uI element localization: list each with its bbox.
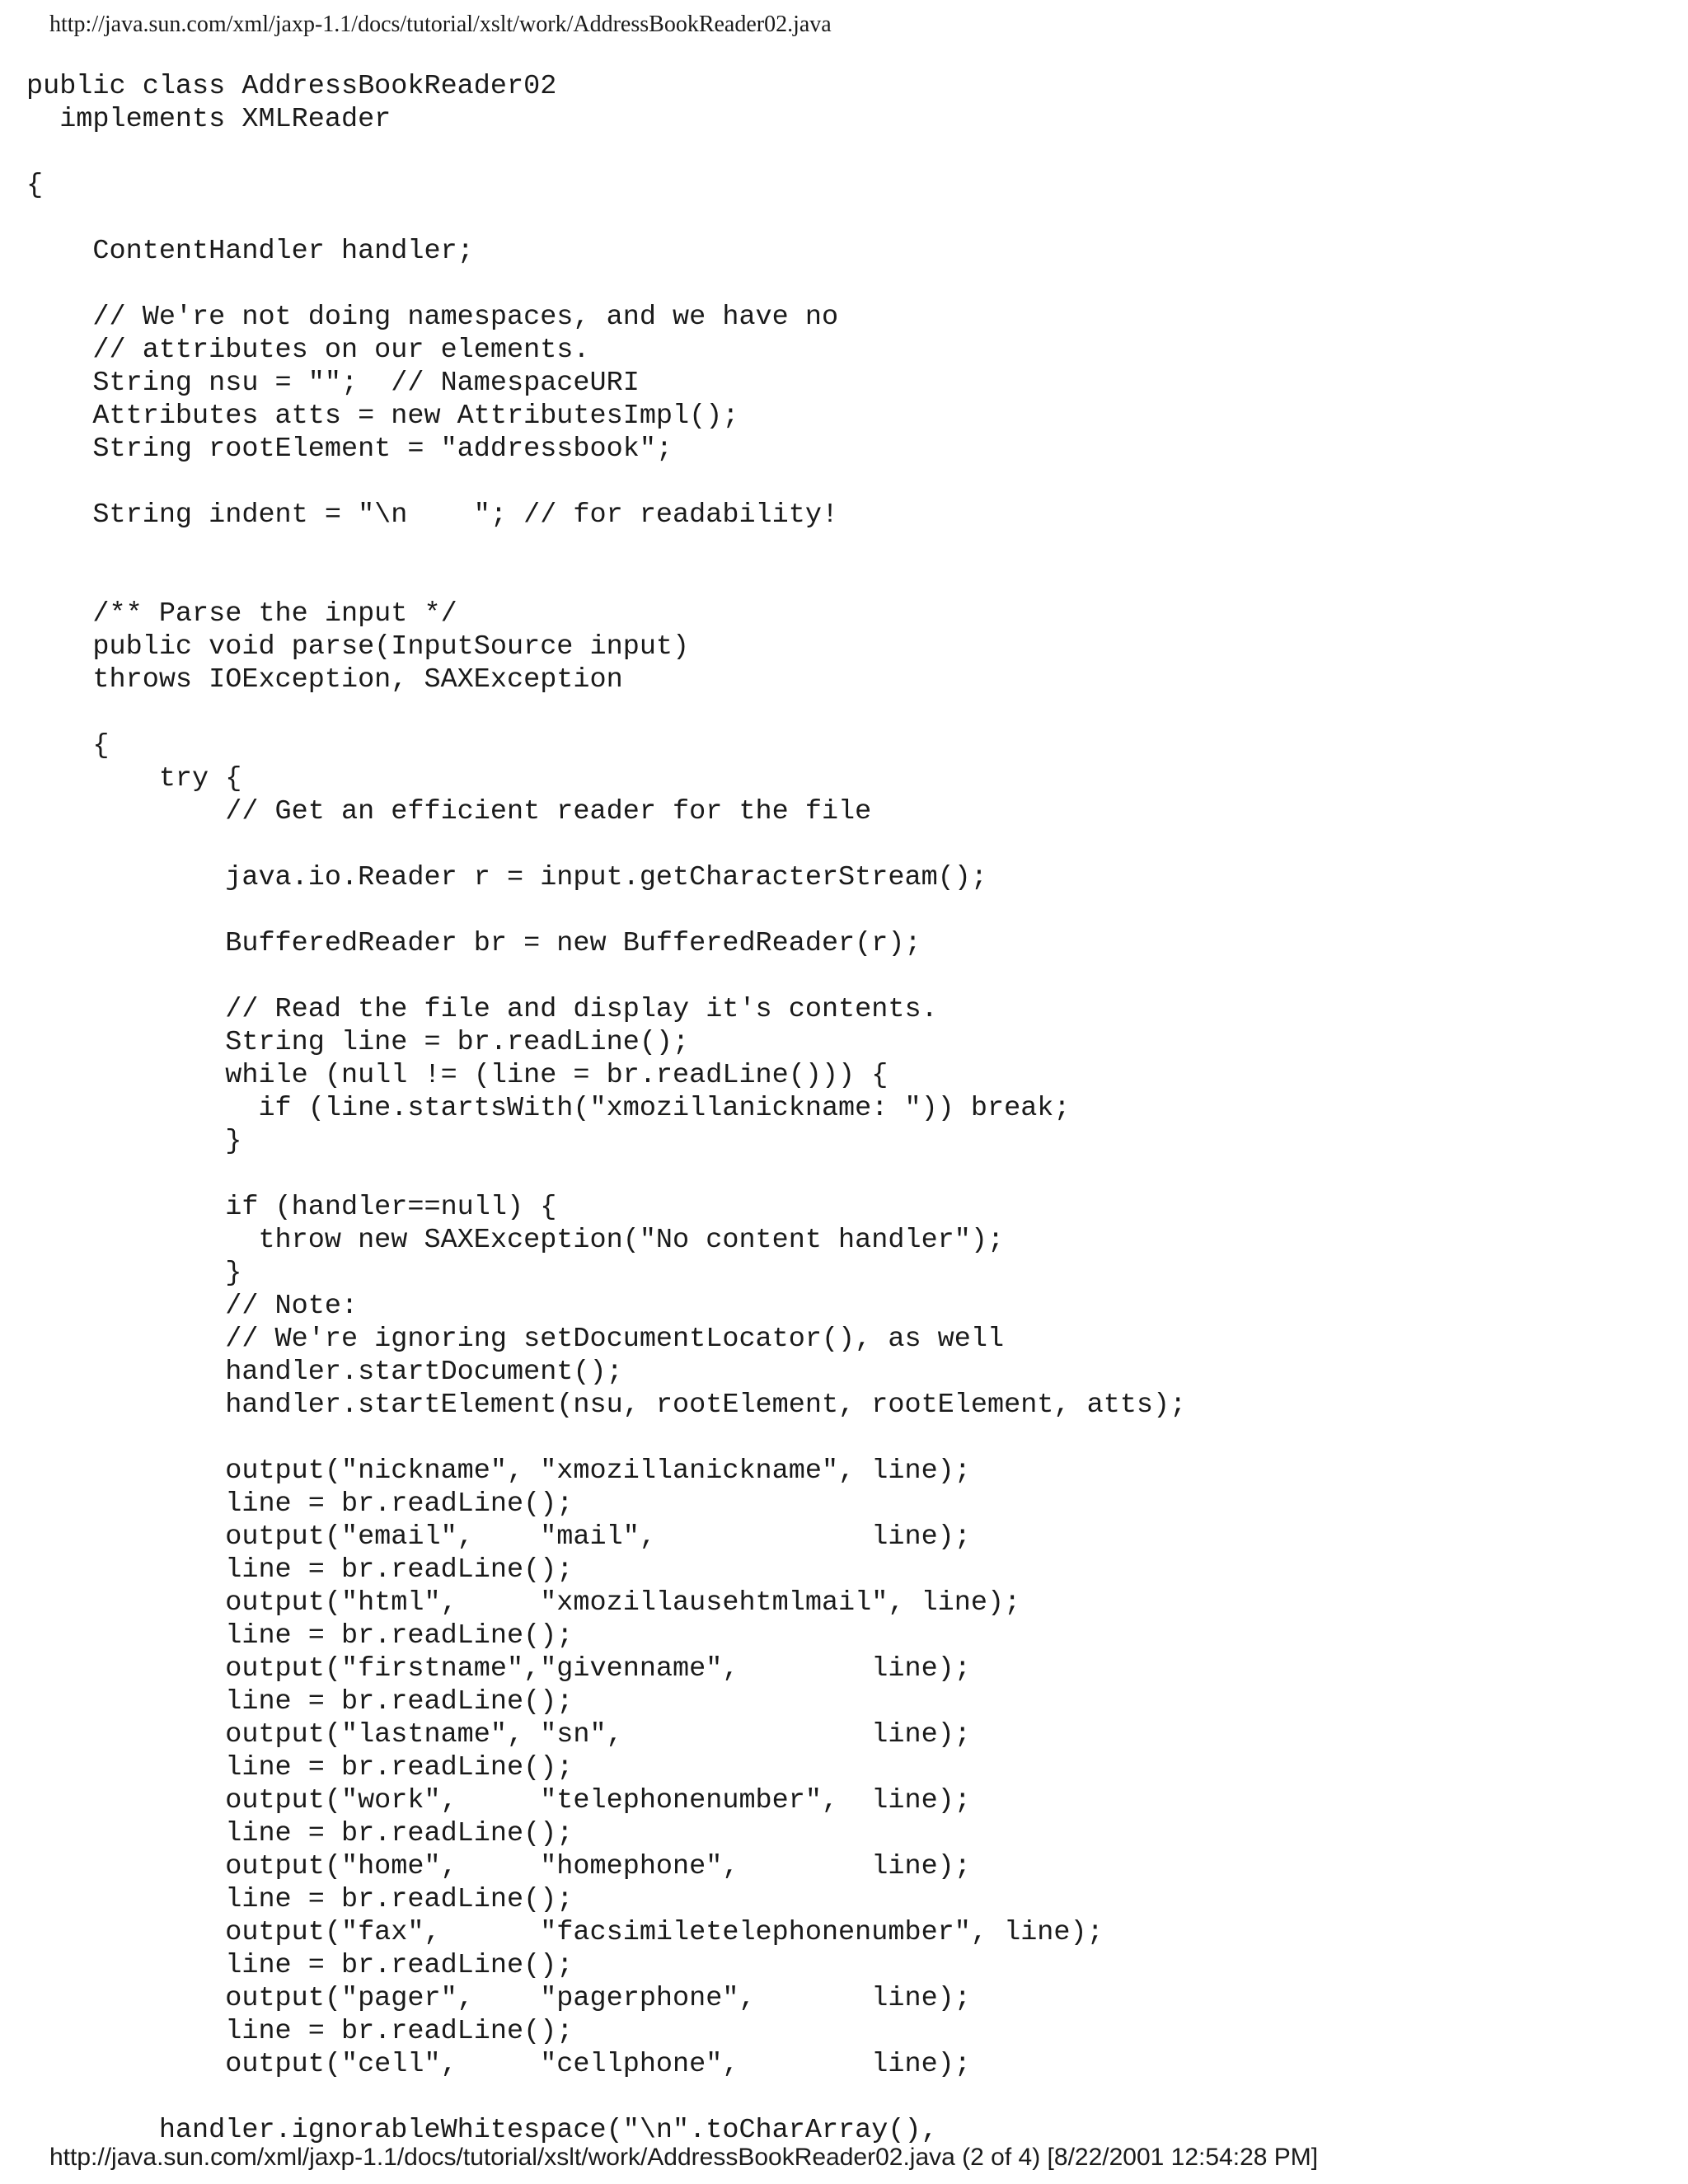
code-line: while (null != (line = br.readLine())) {: [26, 1060, 889, 1091]
code-line: java.io.Reader r = input.getCharacterStream();: [26, 862, 987, 893]
code-line: [26, 2081, 1186, 2114]
code-line: throw new SAXException("No content handler");: [26, 1225, 1005, 1256]
code-line: // We're not doing namespaces, and we have no: [26, 302, 839, 333]
code-line: line = br.readLine();: [26, 1620, 574, 1652]
code-line: [26, 1422, 1186, 1455]
code-line: [26, 828, 1186, 861]
code-line: }: [26, 1258, 242, 1289]
code-line: output("email", "mail", line);: [26, 1521, 971, 1553]
code-line: public class AddressBookReader02: [26, 71, 557, 102]
code-line: throws IOException, SAXException: [26, 664, 623, 696]
code-line: {: [26, 170, 44, 201]
code-line: line = br.readLine();: [26, 1488, 574, 1520]
code-line: line = br.readLine();: [26, 1686, 574, 1718]
code-line: line = br.readLine();: [26, 1554, 574, 1586]
code-line: output("home", "homephone", line);: [26, 1851, 971, 1882]
code-line: output("nickname", "xmozillanickname", line);: [26, 1455, 971, 1487]
code-line: public void parse(InputSource input): [26, 631, 690, 663]
code-line: Attributes atts = new AttributesImpl();: [26, 401, 739, 432]
code-line: line = br.readLine();: [26, 2016, 574, 2047]
code-line: BufferedReader br = new BufferedReader(r);: [26, 928, 921, 959]
code-line: line = br.readLine();: [26, 1950, 574, 1981]
code-line: line = br.readLine();: [26, 1818, 574, 1849]
code-line: [26, 532, 1186, 565]
code-line: [26, 894, 1186, 927]
code-line: line = br.readLine();: [26, 1752, 574, 1783]
code-line: String rootElement = "addressbook";: [26, 434, 673, 465]
code-line: [26, 1158, 1186, 1191]
code-line: handler.startDocument();: [26, 1357, 623, 1388]
code-line: output("fax", "facsimiletelephonenumber", line);: [26, 1917, 1104, 1948]
code-line: // Get an efficient reader for the file: [26, 796, 872, 827]
code-line: handler.ignorableWhitespace("\n".toCharArray(),: [26, 2115, 938, 2146]
code-line: line = br.readLine();: [26, 1884, 574, 1915]
code-line: output("cell", "cellphone", line);: [26, 2049, 971, 2080]
code-line: implements XMLReader: [26, 104, 392, 135]
page-footer-url: http://java.sun.com/xml/jaxp-1.1/docs/tutorial/xslt/work/AddressBookReader02.java (2 of 4) [8/22/2001 12:54:28 PM]: [49, 2144, 1319, 2171]
code-line: String indent = "\n "; // for readability!: [26, 499, 839, 531]
code-line: output("firstname","givenname", line);: [26, 1653, 971, 1685]
code-line: [26, 136, 1186, 169]
code-line: [26, 202, 1186, 235]
code-line: try {: [26, 763, 242, 794]
code-line: // Read the file and display it's contents.: [26, 994, 938, 1025]
code-line: output("html", "xmozillausehtmlmail", line);: [26, 1587, 1021, 1619]
code-line: if (line.startsWith("xmozillanickname: ")) break;: [26, 1093, 1071, 1124]
code-line: String nsu = ""; // NamespaceURI: [26, 368, 640, 399]
code-line: /** Parse the input */: [26, 598, 457, 630]
code-line: // attributes on our elements.: [26, 335, 590, 366]
code-line: handler.startElement(nsu, rootElement, rootElement, atts);: [26, 1390, 1187, 1421]
code-line: }: [26, 1126, 242, 1157]
code-line: output("pager", "pagerphone", line);: [26, 1983, 971, 2014]
code-line: [26, 696, 1186, 729]
source-code-listing: [26, 70, 1186, 2147]
code-line: ContentHandler handler;: [26, 236, 474, 267]
page-header-url: http://java.sun.com/xml/jaxp-1.1/docs/tutorial/xslt/work/AddressBookReader02.java: [49, 12, 832, 37]
code-line: output("work", "telephonenumber", line);: [26, 1785, 971, 1816]
code-line: // Note:: [26, 1291, 359, 1322]
code-line: {: [26, 730, 110, 762]
code-line: if (handler==null) {: [26, 1192, 557, 1223]
code-line: [26, 466, 1186, 499]
code-line: [26, 268, 1186, 301]
code-line: // We're ignoring setDocumentLocator(), as well: [26, 1324, 1005, 1355]
code-line: output("lastname", "sn", line);: [26, 1719, 971, 1750]
code-line: [26, 960, 1186, 993]
code-line: [26, 565, 1186, 598]
code-line: String line = br.readLine();: [26, 1027, 690, 1058]
